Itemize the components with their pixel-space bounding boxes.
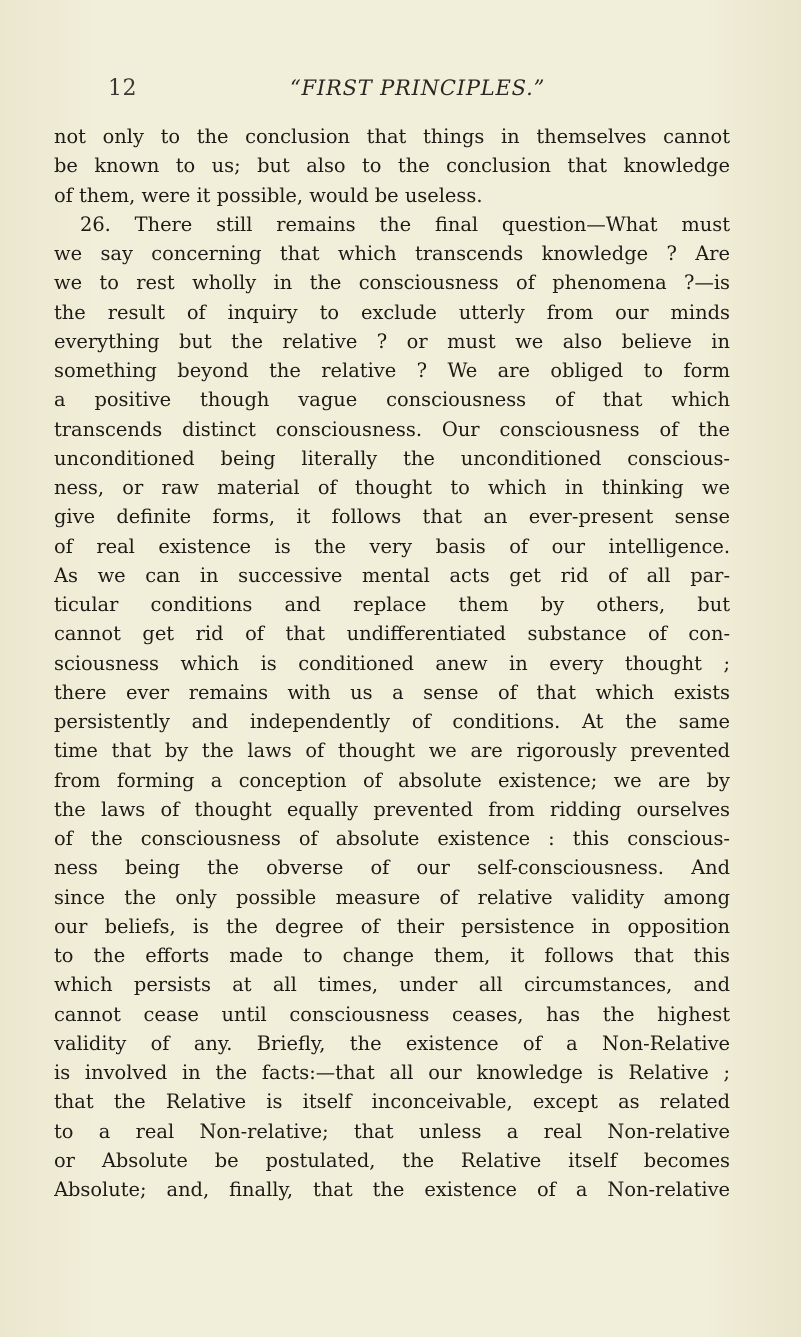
text-line: everything but the relative ? or must we also believe in <box>54 329 730 353</box>
text-line: since the only possible measure of relative validity among <box>54 885 730 909</box>
text-line: or Absolute be postulated, the Relative itself becomes <box>54 1148 730 1172</box>
text-line: validity of any. Briefly, the existence of a Non-Relative <box>54 1031 730 1055</box>
text-line: Absolute; and, finally, that the existence of a Non-relative <box>54 1178 730 1201</box>
text-line: that the Relative is itself inconceivable, except as related <box>54 1090 730 1114</box>
text-line: the laws of thought equally prevented from ridding ourselves <box>54 797 730 821</box>
text-line: we to rest wholly in the consciousness of phenomena ?—is <box>54 271 730 295</box>
text-line: ticular conditions and replace them by others, but <box>54 593 730 616</box>
running-title: “FIRST PRINCIPLES.” <box>290 76 546 100</box>
text-line: As we can in successive mental acts get rid of all par- <box>54 563 730 587</box>
text-line: of them, were it possible, would be useless. <box>54 183 483 207</box>
text-line: which persists at all times, under all circumstances, and <box>54 973 730 997</box>
text-line: give definite forms, it follows that an ever-present sense <box>54 505 730 529</box>
text-line: of the consciousness of absolute existence : this conscious- <box>54 827 730 850</box>
text-line: ness, or raw material of thought to which in thinking we <box>54 476 730 499</box>
text-line: there ever remains with us a sense of that which exists <box>54 680 730 704</box>
text-line: sciousness which is conditioned anew in every thought ; <box>54 651 730 675</box>
text-line: our beliefs, is the degree of their persistence in opposition <box>54 914 730 938</box>
text-line: of real existence is the very basis of our intelligence. <box>54 534 730 558</box>
text-line: the result of inquiry to exclude utterly from our minds <box>54 300 730 324</box>
text-line: to the efforts made to change them, it follows that this <box>54 944 730 967</box>
text-line: time that by the laws of thought we are rigorously prevented <box>54 739 730 763</box>
text-line: ness being the obverse of our self-consciousness. And <box>54 856 730 880</box>
body-text <box>54 122 730 1204</box>
text-line: transcends distinct consciousness. Our consciousness of the <box>54 417 730 441</box>
text-line: from forming a conception of absolute existence; we are by <box>54 768 730 792</box>
text-line: unconditioned being literally the unconditioned conscious- <box>54 446 730 470</box>
text-line: we say concerning that which transcends knowledge ? Are <box>54 242 730 265</box>
text-line: a positive though vague consciousness of that which <box>54 388 730 412</box>
text-line: something beyond the relative ? We are obliged to form <box>54 359 730 382</box>
text-line: is involved in the facts:—that all our knowledge is Relative ; <box>54 1061 730 1084</box>
text-line: 26. There still remains the final question—What must <box>80 212 730 236</box>
text-line: cannot get rid of that undifferentiated substance of con- <box>54 622 730 646</box>
text-line: not only to the conclusion that things in themselves cannot <box>54 125 730 148</box>
text-line: cannot cease until consciousness ceases, has the highest <box>54 1002 730 1026</box>
text-line: persistently and independently of conditions. At the same <box>54 710 730 733</box>
page-header <box>108 76 708 106</box>
page-number: 12 <box>108 76 137 101</box>
text-line: to a real Non-relative; that unless a real Non-relative <box>54 1119 730 1143</box>
text-line: be known to us; but also to the conclusion that knowledge <box>54 154 730 178</box>
